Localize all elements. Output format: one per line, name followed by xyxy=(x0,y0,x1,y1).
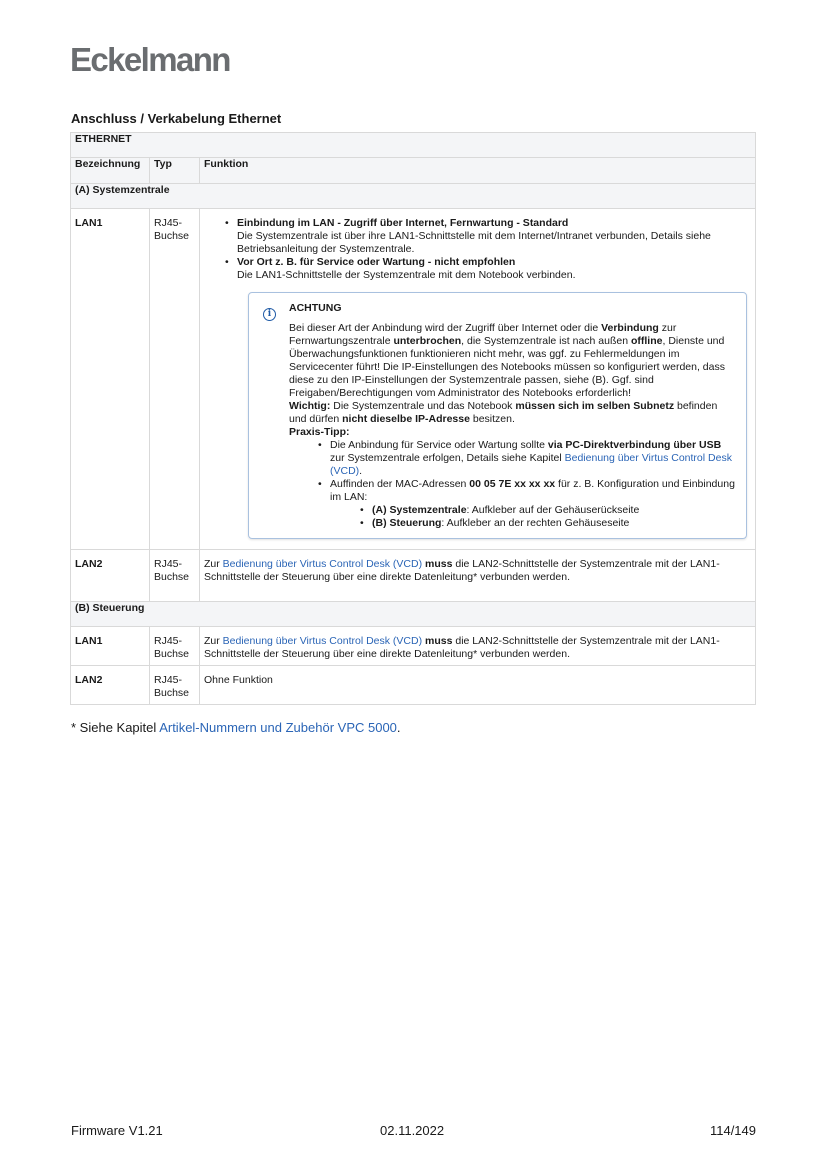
row-type: RJ45- Buchse xyxy=(150,666,200,705)
table-row xyxy=(71,550,756,602)
table-row xyxy=(71,666,756,705)
callout-title: ACHTUNG xyxy=(289,302,342,314)
table-row xyxy=(71,209,756,550)
footer-page-number: 114/149 xyxy=(709,1123,756,1138)
footnote: * Siehe Kapitel Artikel-Nummern und Zubehör VPC 5000. xyxy=(71,720,401,735)
tip-title: Praxis-Tipp: xyxy=(289,426,350,438)
table-header: ETHERNET xyxy=(71,133,756,158)
list-item: • (A) Systemzentrale: Aufkleber auf der Gehäuserückseite xyxy=(372,504,736,517)
row-label: LAN2 xyxy=(71,666,150,705)
row-function: Ohne Funktion xyxy=(200,666,756,705)
table-row xyxy=(71,627,756,666)
row-function xyxy=(200,209,756,550)
footer-firmware: Firmware V1.21 xyxy=(71,1123,163,1138)
list-item: • Vor Ort z. B. für Service oder Wartung - nicht empfohlen Die LAN1-Schnittstelle der Systemzentrale mit dem Notebook verbinden. xyxy=(237,256,751,282)
list-item: • Die Anbindung für Service oder Wartung sollte via PC-Direktverbindung über USB zur Systemzentrale erfolgen, Details siehe Kapitel Bedienung über Virtus Control Desk (VCD). xyxy=(330,439,736,478)
callout-paragraph: Bei dieser Art der Anbindung wird der Zugriff über Internet oder die Verbindung zur Fernwartungszentrale unterbrochen, die Systemzentrale ist nach außen offline, Dienste und Überwachungsfunktionen funktionieren nicht mehr, was ggf. zu Fehlermeldungen im Servicecenter führt! Die IP-Einstellungen des Notebooks müssen so konfiguriert werden, dass diese zu den IP-Einstellungen der Systemzentrale passen, siehe (B). Ggf. sind Freigaben/Berechtigungen vom Administrator des Notebooks erforderlich! xyxy=(289,322,725,399)
col-typ: Typ xyxy=(150,158,200,184)
group-label-a: (A) Systemzentrale xyxy=(71,184,756,209)
list-item: • Auffinden der MAC-Adressen 00 05 7E xx xx xx für z. B. Konfiguration und Einbindung im LAN: • (A) Systemzentrale: Aufkleber auf der Gehäuserückseite • (B) Steuerung: Aufkleber an der rechten Gehäuseseite xyxy=(330,478,736,530)
accessories-chapter-link[interactable]: Artikel-Nummern und Zubehör VPC 5000 xyxy=(159,720,397,735)
vcd-chapter-link[interactable]: Bedienung über Virtus Control Desk (VCD) xyxy=(330,452,732,477)
table-header-row xyxy=(71,133,756,158)
eckelmann-logo: Eckelmann xyxy=(70,41,230,78)
group-label-b: (B) Steuerung xyxy=(71,602,756,627)
section-title: Anschluss / Verkabelung Ethernet xyxy=(71,111,282,126)
footer-date: 02.11.2022 xyxy=(380,1123,445,1138)
group-row-systemzentrale xyxy=(71,184,756,209)
group-row-steuerung xyxy=(71,602,756,627)
row-function: Zur Bedienung über Virtus Control Desk (VCD) muss die LAN2-Schnittstelle der Systemzentrale mit der LAN1-Schnittstelle der Steuerung über eine direkte Datenleitung* verbunden werden. xyxy=(200,627,756,666)
col-funktion: Funktion xyxy=(200,158,756,184)
row-label: LAN2 xyxy=(71,550,150,602)
callout-important: Wichtig: Die Systemzentrale und das Notebook müssen sich im selben Subnetz befinden und dürfen nicht dieselbe IP-Adresse besitzen. xyxy=(289,400,718,425)
tip-list xyxy=(289,439,736,530)
ethernet-table xyxy=(70,132,756,705)
row-type: RJ45- Buchse xyxy=(150,627,200,666)
function-list xyxy=(204,217,751,282)
row-label: LAN1 xyxy=(71,627,150,666)
row-type: RJ45- Buchse xyxy=(150,550,200,602)
warning-callout xyxy=(248,292,747,539)
list-item: • Einbindung im LAN - Zugriff über Internet, Fernwartung - Standard Die Systemzentrale ist über ihre LAN1-Schnittstelle mit dem Internet/Intranet verbunden, Details siehe Betriebsanleitung der Systemzentrale. xyxy=(237,217,751,256)
vcd-link[interactable]: Bedienung über Virtus Control Desk (VCD) xyxy=(222,558,423,570)
list-item: • (B) Steuerung: Aufkleber an der rechten Gehäuseseite xyxy=(372,517,736,530)
row-label: LAN1 xyxy=(71,209,150,550)
info-icon: i xyxy=(263,308,276,321)
column-header-row xyxy=(71,158,756,184)
row-type: RJ45- Buchse xyxy=(150,209,200,550)
vcd-link[interactable]: Bedienung über Virtus Control Desk (VCD) xyxy=(222,635,423,647)
row-function: Zur Bedienung über Virtus Control Desk (VCD) muss die LAN2-Schnittstelle der Systemzentrale mit der LAN1-Schnittstelle der Steuerung über eine direkte Datenleitung* verbunden werden. xyxy=(200,550,756,602)
mac-location-list xyxy=(330,504,736,530)
col-bezeichnung: Bezeichnung xyxy=(71,158,150,184)
